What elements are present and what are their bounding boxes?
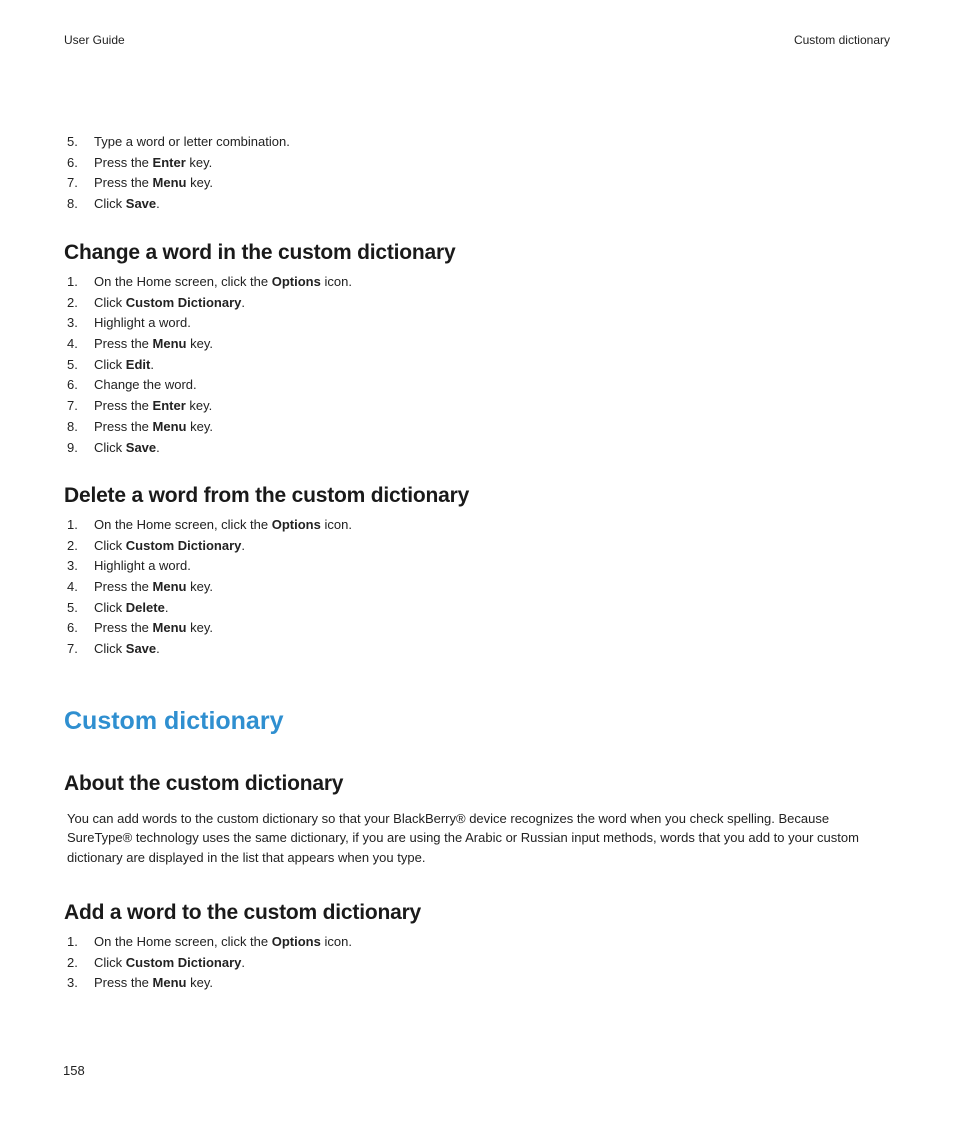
step-text-emphasis: Menu (152, 620, 187, 636)
step-text (94, 536, 245, 557)
step-text (94, 293, 245, 314)
step-text-plain: . (156, 196, 160, 212)
list-item (64, 293, 890, 314)
step-text-plain: . (150, 356, 154, 372)
step-text-plain: key. (186, 175, 213, 191)
list-item (64, 556, 890, 577)
step-text-plain: Click (94, 954, 126, 970)
step-text (94, 438, 160, 459)
section-about (64, 771, 890, 797)
step-text (94, 515, 352, 536)
step-text (94, 417, 213, 438)
step-text-plain: icon. (320, 934, 352, 949)
list-item (64, 375, 890, 396)
step-text-emphasis: Edit (125, 356, 151, 372)
step-text-plain: . (241, 537, 245, 553)
list-item (64, 515, 890, 536)
step-text (94, 577, 213, 598)
step-text-plain: Press the (94, 175, 153, 191)
list-item (64, 438, 890, 459)
continued-steps (64, 132, 890, 215)
list-item (64, 953, 890, 974)
section-add-word (64, 900, 890, 926)
step-text-plain: Click (94, 196, 126, 212)
step-text-emphasis: Menu (152, 579, 187, 595)
step-text-emphasis: Menu (152, 975, 187, 991)
step-text-emphasis: Menu (152, 175, 187, 191)
list-item (64, 598, 890, 619)
page-number: 158 (63, 1063, 85, 1078)
step-number: 7. (67, 641, 78, 657)
step-number: 4. (67, 336, 78, 352)
step-number: 7. (67, 175, 78, 191)
step-text (94, 355, 154, 376)
step-list (64, 515, 890, 660)
step-number: 1. (67, 934, 78, 949)
step-text-emphasis: Save (125, 641, 157, 657)
step-text-plain: . (164, 599, 169, 615)
step-number: 5. (67, 134, 78, 149)
step-number: 1. (67, 274, 78, 289)
step-text-plain: . (156, 641, 160, 657)
list-item (64, 173, 890, 194)
step-text-emphasis: Menu (152, 418, 187, 434)
step-text (94, 313, 191, 334)
step-text-plain: Click (94, 641, 126, 657)
list-item (64, 194, 890, 215)
step-text-plain: Press the (94, 620, 153, 636)
step-text-plain: icon. (320, 274, 352, 289)
step-number: 2. (67, 537, 78, 553)
running-header-left: User Guide (64, 33, 125, 47)
step-text-plain: Type a word or letter combination. (94, 134, 290, 149)
step-text-plain: key. (186, 418, 213, 434)
step-text-plain: Highlight a word. (94, 315, 191, 331)
step-text-emphasis: Options (271, 517, 321, 532)
step-text-plain: Click (94, 294, 126, 310)
step-text (94, 153, 212, 174)
step-text (94, 334, 213, 355)
step-text-plain: On the Home screen, click the (94, 934, 272, 949)
list-item (64, 932, 890, 953)
step-text-emphasis: Delete (125, 599, 165, 615)
step-text-plain: Click (94, 439, 126, 455)
list-item (64, 973, 890, 994)
step-list (64, 132, 890, 215)
step-text-plain: Highlight a word. (94, 558, 191, 574)
step-number: 9. (67, 439, 78, 455)
step-text-emphasis: Enter (152, 154, 186, 170)
step-text-emphasis: Save (125, 439, 157, 455)
list-item (64, 577, 890, 598)
step-number: 2. (67, 954, 78, 970)
list-item (64, 132, 890, 153)
step-number: 3. (67, 315, 78, 331)
step-text-emphasis: Enter (152, 398, 186, 414)
list-item (64, 355, 890, 376)
step-text-plain: Press the (94, 975, 153, 991)
step-text (94, 272, 352, 293)
step-text-plain: Press the (94, 418, 153, 434)
section-add-word-steps (64, 932, 890, 994)
step-list (64, 932, 890, 994)
chapter-header (64, 706, 890, 736)
step-text (94, 639, 160, 660)
step-number: 4. (67, 579, 78, 595)
list-item (64, 396, 890, 417)
step-text-plain: icon. (320, 517, 352, 532)
list-item (64, 536, 890, 557)
step-text (94, 932, 352, 953)
section-heading: Delete a word from the custom dictionary (64, 484, 470, 507)
step-text-plain: . (241, 294, 245, 310)
step-text-plain: . (241, 954, 245, 970)
list-item (64, 417, 890, 438)
step-number: 6. (67, 154, 78, 170)
step-text-plain: . (156, 439, 160, 455)
step-text (94, 173, 213, 194)
list-item (64, 334, 890, 355)
section-heading: Add a word to the custom dictionary (64, 901, 422, 924)
step-text-emphasis: Custom Dictionary (125, 294, 242, 310)
list-item (64, 639, 890, 660)
step-text (94, 194, 160, 215)
step-list (64, 272, 890, 458)
list-item (64, 313, 890, 334)
list-item (64, 153, 890, 174)
step-number: 8. (67, 418, 78, 434)
step-text-plain: key. (186, 336, 213, 352)
step-number: 8. (67, 196, 78, 212)
step-text-plain: key. (186, 975, 213, 991)
step-text-plain: key. (185, 154, 213, 170)
step-text-emphasis: Options (271, 274, 321, 289)
section-heading: About the custom dictionary (64, 772, 344, 795)
section-change-word (64, 240, 890, 266)
step-number: 1. (67, 517, 78, 532)
step-text-plain: Change the word. (94, 377, 197, 393)
step-number: 6. (67, 377, 78, 393)
step-text (94, 953, 245, 974)
step-text (94, 396, 212, 417)
step-text-plain: Click (94, 599, 126, 615)
step-text-plain: Click (94, 356, 126, 372)
step-text-plain: Press the (94, 398, 153, 414)
step-number: 2. (67, 294, 78, 310)
step-text-plain: key. (186, 579, 213, 595)
step-number: 5. (67, 356, 78, 372)
step-text (94, 556, 191, 577)
step-number: 3. (67, 558, 78, 574)
step-text-plain: Press the (94, 336, 153, 352)
section-change-word-steps (64, 272, 890, 458)
step-number: 7. (67, 398, 78, 414)
step-text-emphasis: Save (125, 196, 157, 212)
step-text (94, 132, 290, 153)
step-text (94, 598, 168, 619)
step-text-emphasis: Custom Dictionary (125, 954, 242, 970)
step-text-plain: Press the (94, 154, 153, 170)
step-text-plain: Press the (94, 579, 153, 595)
list-item (64, 618, 890, 639)
section-delete-word (64, 483, 890, 509)
section-delete-word-steps (64, 515, 890, 660)
step-text-plain: key. (186, 620, 213, 636)
body-paragraph: You can add words to the custom dictionary so that your BlackBerry® device recognizes the word when you check spelling. Because SureType® technology uses the same dictionary, if you are using the Arabic or Russian input methods, words that you add to your custom dictionary are displayed in the list that appears when you type. (67, 811, 859, 865)
step-number: 5. (67, 599, 78, 615)
step-text (94, 618, 213, 639)
step-text (94, 973, 213, 994)
chapter-title: Custom dictionary (64, 707, 284, 735)
step-number: 3. (67, 975, 78, 991)
step-text-emphasis: Options (271, 934, 321, 949)
section-heading: Change a word in the custom dictionary (64, 241, 456, 264)
section-about-body (64, 809, 890, 867)
list-item (64, 272, 890, 293)
step-text-emphasis: Custom Dictionary (125, 537, 242, 553)
step-text-plain: On the Home screen, click the (94, 274, 272, 289)
step-text-plain: Click (94, 537, 126, 553)
step-text-plain: key. (185, 398, 213, 414)
running-header-right: Custom dictionary (793, 33, 890, 47)
step-text-emphasis: Menu (152, 336, 187, 352)
step-number: 6. (67, 620, 78, 636)
step-text-plain: On the Home screen, click the (94, 517, 272, 532)
step-text (94, 375, 197, 396)
